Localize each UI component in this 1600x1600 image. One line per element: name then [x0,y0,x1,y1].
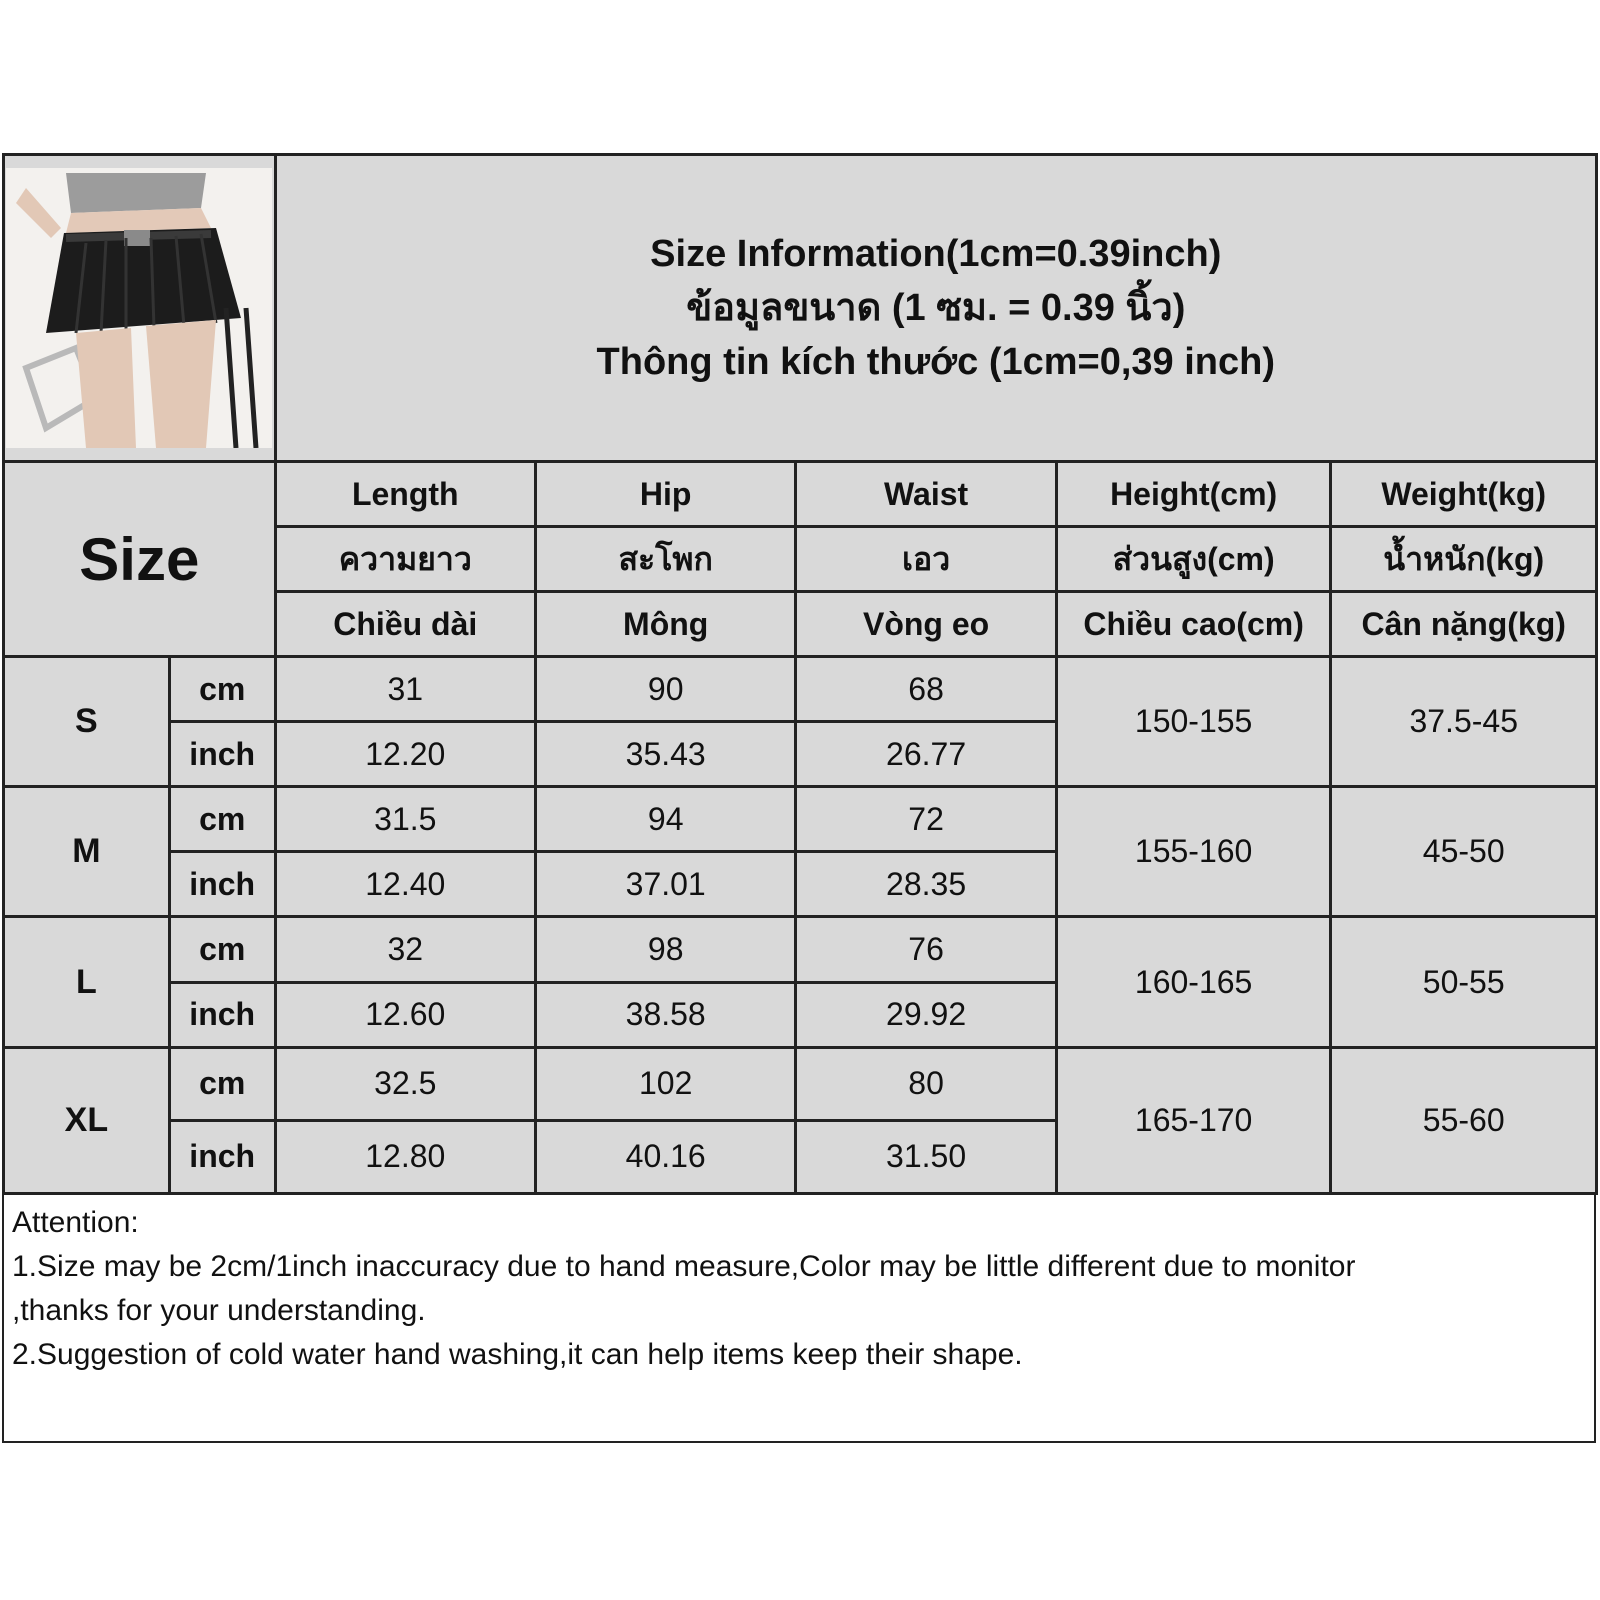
header-height-th: ส่วนสูง(cm) [1056,527,1331,592]
s-weight: 37.5-45 [1331,657,1597,787]
header-hip-vi: Mông [535,592,795,657]
product-photo [6,168,272,448]
header-waist-th: เอว [796,527,1056,592]
l-hip-cm: 98 [535,917,795,982]
l-length-inch: 12.60 [275,982,535,1047]
xl-weight: 55-60 [1331,1047,1597,1193]
l-hip-inch: 38.58 [535,982,795,1047]
attention-heading: Attention: [12,1206,139,1239]
header-waist-vi: Vòng eo [796,592,1056,657]
s-height: 150-155 [1056,657,1331,787]
s-waist-inch: 26.77 [796,722,1056,787]
xl-waist-inch: 31.50 [796,1120,1056,1193]
xl-length-inch: 12.80 [275,1120,535,1193]
attention-note-1-cont: ,thanks for your understanding. [12,1294,426,1327]
s-length-cm: 31 [275,657,535,722]
l-length-cm: 32 [275,917,535,982]
l-waist-cm: 76 [796,917,1056,982]
size-header: Size [4,462,276,657]
header-length-en: Length [275,462,535,527]
header-waist-en: Waist [796,462,1056,527]
m-waist-inch: 28.35 [796,852,1056,917]
size-chart [0,151,1600,1447]
size-table [2,153,1598,1195]
m-length-inch: 12.40 [275,852,535,917]
xl-hip-cm: 102 [535,1047,795,1120]
xl-length-cm: 32.5 [275,1047,535,1120]
header-weight-vi: Cân nặng(kg) [1331,592,1597,657]
unit-inch: inch [169,852,275,917]
attention-note-2: 2.Suggestion of cold water hand washing,it can help items keep their shape. [12,1338,1023,1371]
s-hip-cm: 90 [535,657,795,722]
attention-note-1: 1.Size may be 2cm/1inch inaccuracy due to hand measure,Color may be little different due to monitor [12,1250,1356,1283]
product-photo-cell [4,155,276,462]
m-weight: 45-50 [1331,787,1597,917]
l-waist-inch: 29.92 [796,982,1056,1047]
unit-cm: cm [169,787,275,852]
size-l-label: L [4,917,170,1047]
title-thai: ข้อมูลขนาด (1 ซม. = 0.39 นิ้ว) [686,287,1186,329]
unit-cm: cm [169,657,275,722]
xl-hip-inch: 40.16 [535,1120,795,1193]
unit-inch: inch [169,1120,275,1193]
unit-inch: inch [169,722,275,787]
title-cell [275,155,1596,462]
m-length-cm: 31.5 [275,787,535,852]
unit-cm: cm [169,917,275,982]
s-length-inch: 12.20 [275,722,535,787]
l-weight: 50-55 [1331,917,1597,1047]
header-hip-th: สะโพก [535,527,795,592]
s-waist-cm: 68 [796,657,1056,722]
header-height-en: Height(cm) [1056,462,1331,527]
title-english: Size Information(1cm=0.39inch) [650,233,1222,275]
m-hip-inch: 37.01 [535,852,795,917]
attention-notes [2,1195,1596,1443]
size-s-label: S [4,657,170,787]
header-weight-en: Weight(kg) [1331,462,1597,527]
title-vietnamese: Thông tin kích thước (1cm=0,39 inch) [596,341,1276,383]
unit-cm: cm [169,1047,275,1120]
header-weight-th: น้ำหนัก(kg) [1331,527,1597,592]
l-height: 160-165 [1056,917,1331,1047]
m-hip-cm: 94 [535,787,795,852]
size-m-label: M [4,787,170,917]
size-xl-label: XL [4,1047,170,1193]
xl-waist-cm: 80 [796,1047,1056,1120]
s-hip-inch: 35.43 [535,722,795,787]
xl-height: 165-170 [1056,1047,1331,1193]
header-length-vi: Chiều dài [275,592,535,657]
header-hip-en: Hip [535,462,795,527]
header-height-vi: Chiều cao(cm) [1056,592,1331,657]
m-waist-cm: 72 [796,787,1056,852]
unit-inch: inch [169,982,275,1047]
header-length-th: ความยาว [275,527,535,592]
m-height: 155-160 [1056,787,1331,917]
